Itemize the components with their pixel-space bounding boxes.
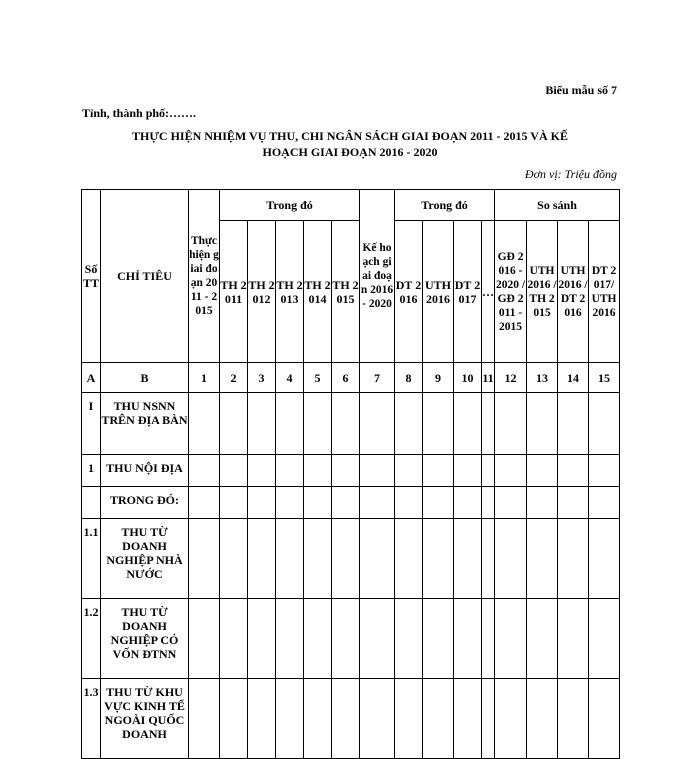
value-cell[interactable] xyxy=(495,519,527,599)
row-stt: 1.1 xyxy=(82,519,101,599)
value-cell[interactable] xyxy=(360,487,395,519)
header-th2011: TH 2011 xyxy=(220,221,248,363)
value-cell[interactable] xyxy=(495,599,527,679)
value-cell[interactable] xyxy=(482,487,495,519)
value-cell[interactable] xyxy=(189,487,220,519)
row-label: THU TỪ KHU VỰC KINH TẾ NGOÀI QUỐC DOANH xyxy=(101,679,189,759)
row-label: TRONG ĐÓ: xyxy=(101,487,189,519)
header-ke-hoach: Kế hoạch giai đoạn 2016 - 2020 xyxy=(360,190,395,363)
row-label: THU TỪ DOANH NGHIỆP NHÀ NƯỚC xyxy=(101,519,189,599)
value-cell[interactable] xyxy=(276,393,304,455)
value-cell[interactable] xyxy=(248,679,276,759)
value-cell[interactable] xyxy=(332,487,360,519)
value-cell[interactable] xyxy=(454,599,482,679)
value-cell[interactable] xyxy=(304,519,332,599)
value-cell[interactable] xyxy=(527,393,558,455)
value-cell[interactable] xyxy=(276,487,304,519)
value-cell[interactable] xyxy=(482,599,495,679)
column-index-cell: 4 xyxy=(276,363,304,393)
value-cell[interactable] xyxy=(248,519,276,599)
value-cell[interactable] xyxy=(558,599,589,679)
value-cell[interactable] xyxy=(332,393,360,455)
value-cell[interactable] xyxy=(189,519,220,599)
column-index-cell: 8 xyxy=(395,363,423,393)
value-cell[interactable] xyxy=(454,393,482,455)
value-cell[interactable] xyxy=(304,393,332,455)
row-stt xyxy=(82,487,101,519)
value-cell[interactable] xyxy=(558,679,589,759)
header-so-sanh: So sánh xyxy=(495,190,620,221)
value-cell[interactable] xyxy=(423,679,454,759)
value-cell[interactable] xyxy=(332,599,360,679)
value-cell[interactable] xyxy=(589,519,620,599)
header-th2012: TH 2012 xyxy=(248,221,276,363)
header-dt2016: DT 2016 xyxy=(395,221,423,363)
unit-label: Đơn vị: Triệu đồng xyxy=(524,167,617,181)
header-stt: Số TT xyxy=(82,190,101,363)
row-stt: 1.2 xyxy=(82,599,101,679)
column-index-cell: 11 xyxy=(482,363,495,393)
value-cell[interactable] xyxy=(189,393,220,455)
value-cell[interactable] xyxy=(454,487,482,519)
column-index-cell: 10 xyxy=(454,363,482,393)
province-label: Tỉnh, thành phố:……. xyxy=(82,106,197,120)
value-cell[interactable] xyxy=(589,679,620,759)
value-cell[interactable] xyxy=(220,455,248,487)
row-label: THU TỪ DOANH NGHIỆP CÓ VỐN ĐTNN xyxy=(101,599,189,679)
value-cell[interactable] xyxy=(495,679,527,759)
column-index-cell: 2 xyxy=(220,363,248,393)
value-cell[interactable] xyxy=(360,599,395,679)
value-cell[interactable] xyxy=(423,393,454,455)
column-index-cell: 14 xyxy=(558,363,589,393)
table-row xyxy=(82,599,620,679)
header-ellipsis: … xyxy=(482,221,495,363)
value-cell[interactable] xyxy=(527,599,558,679)
value-cell[interactable] xyxy=(454,519,482,599)
value-cell[interactable] xyxy=(423,519,454,599)
value-cell[interactable] xyxy=(220,487,248,519)
value-cell[interactable] xyxy=(558,455,589,487)
value-cell[interactable] xyxy=(304,487,332,519)
row-stt: 1.3 xyxy=(82,679,101,759)
table-row xyxy=(82,393,620,455)
value-cell[interactable] xyxy=(276,599,304,679)
table-row xyxy=(82,455,620,487)
value-cell[interactable] xyxy=(495,487,527,519)
header-th2014: TH 2014 xyxy=(304,221,332,363)
value-cell[interactable] xyxy=(360,519,395,599)
header-th2013: TH 2013 xyxy=(276,221,304,363)
value-cell[interactable] xyxy=(304,455,332,487)
header-compare-4: DT 2017/ UTH 2016 xyxy=(589,221,620,363)
header-trong-do-2: Trong đó xyxy=(395,190,495,221)
value-cell[interactable] xyxy=(423,599,454,679)
value-cell[interactable] xyxy=(395,519,423,599)
budget-table xyxy=(81,189,620,759)
value-cell[interactable] xyxy=(527,679,558,759)
column-index-cell: 6 xyxy=(332,363,360,393)
row-label: THU NSNN TRÊN ĐỊA BÀN xyxy=(101,393,189,455)
document-title xyxy=(82,128,618,160)
value-cell[interactable] xyxy=(248,599,276,679)
value-cell[interactable] xyxy=(276,519,304,599)
value-cell[interactable] xyxy=(332,455,360,487)
value-cell[interactable] xyxy=(589,455,620,487)
column-index-cell: 12 xyxy=(495,363,527,393)
column-index-cell: 13 xyxy=(527,363,558,393)
value-cell[interactable] xyxy=(395,599,423,679)
value-cell[interactable] xyxy=(589,393,620,455)
value-cell[interactable] xyxy=(189,455,220,487)
column-index-cell: A xyxy=(82,363,101,393)
column-index-cell: 5 xyxy=(304,363,332,393)
value-cell[interactable] xyxy=(220,679,248,759)
value-cell[interactable] xyxy=(527,487,558,519)
title-line-2: HOẠCH GIAI ĐOẠN 2016 - 2020 xyxy=(262,145,438,159)
header-compare-3: UTH 2016 / DT 2016 xyxy=(558,221,589,363)
value-cell[interactable] xyxy=(423,455,454,487)
column-index-cell: B xyxy=(101,363,189,393)
header-thuc-hien: Thực hiện giai đoạn 2011 - 2015 xyxy=(189,190,220,363)
value-cell[interactable] xyxy=(248,393,276,455)
value-cell[interactable] xyxy=(189,599,220,679)
table-row xyxy=(82,679,620,759)
value-cell[interactable] xyxy=(558,487,589,519)
header-trong-do-1: Trong đó xyxy=(220,190,360,221)
header-chi-tieu: CHỈ TIÊU xyxy=(101,190,189,363)
header-dt2017: DT 2017 xyxy=(454,221,482,363)
value-cell[interactable] xyxy=(423,487,454,519)
value-cell[interactable] xyxy=(454,455,482,487)
column-index-row xyxy=(82,363,620,393)
value-cell[interactable] xyxy=(248,455,276,487)
value-cell[interactable] xyxy=(220,393,248,455)
value-cell[interactable] xyxy=(220,519,248,599)
title-line-1: THỰC HIỆN NHIỆM VỤ THU, CHI NGÂN SÁCH GIAI ĐOẠN 2011 - 2015 VÀ KẾ xyxy=(132,129,568,143)
form-number: Biểu mẫu số 7 xyxy=(545,83,617,97)
value-cell[interactable] xyxy=(395,487,423,519)
value-cell[interactable] xyxy=(276,679,304,759)
header-uth2016: UTH 2016 xyxy=(423,221,454,363)
value-cell[interactable] xyxy=(304,679,332,759)
value-cell[interactable] xyxy=(395,393,423,455)
value-cell[interactable] xyxy=(527,519,558,599)
value-cell[interactable] xyxy=(189,679,220,759)
column-index-cell: 1 xyxy=(189,363,220,393)
table-row xyxy=(82,487,620,519)
value-cell[interactable] xyxy=(482,679,495,759)
value-cell[interactable] xyxy=(482,393,495,455)
value-cell[interactable] xyxy=(454,679,482,759)
value-cell[interactable] xyxy=(360,679,395,759)
value-cell[interactable] xyxy=(395,455,423,487)
value-cell[interactable] xyxy=(589,599,620,679)
value-cell[interactable] xyxy=(360,455,395,487)
column-index-cell: 7 xyxy=(360,363,395,393)
row-label: THU NỘI ĐỊA xyxy=(101,455,189,487)
value-cell[interactable] xyxy=(332,679,360,759)
value-cell[interactable] xyxy=(360,393,395,455)
value-cell[interactable] xyxy=(248,487,276,519)
column-index-cell: 9 xyxy=(423,363,454,393)
row-stt: 1 xyxy=(82,455,101,487)
value-cell[interactable] xyxy=(495,393,527,455)
value-cell[interactable] xyxy=(276,455,304,487)
value-cell[interactable] xyxy=(395,679,423,759)
value-cell[interactable] xyxy=(220,599,248,679)
value-cell[interactable] xyxy=(482,519,495,599)
header-compare-2: UTH 2016 / TH 2015 xyxy=(527,221,558,363)
value-cell[interactable] xyxy=(558,393,589,455)
value-cell[interactable] xyxy=(527,455,558,487)
value-cell[interactable] xyxy=(482,455,495,487)
table-row xyxy=(82,519,620,599)
value-cell[interactable] xyxy=(558,519,589,599)
header-compare-1: GĐ 2016 - 2020 / GĐ 2011 - 2015 xyxy=(495,221,527,363)
column-index-cell: 15 xyxy=(589,363,620,393)
value-cell[interactable] xyxy=(332,519,360,599)
header-th2015: TH 2015 xyxy=(332,221,360,363)
value-cell[interactable] xyxy=(304,599,332,679)
value-cell[interactable] xyxy=(495,455,527,487)
column-index-cell: 3 xyxy=(248,363,276,393)
value-cell[interactable] xyxy=(589,487,620,519)
row-stt: I xyxy=(82,393,101,455)
